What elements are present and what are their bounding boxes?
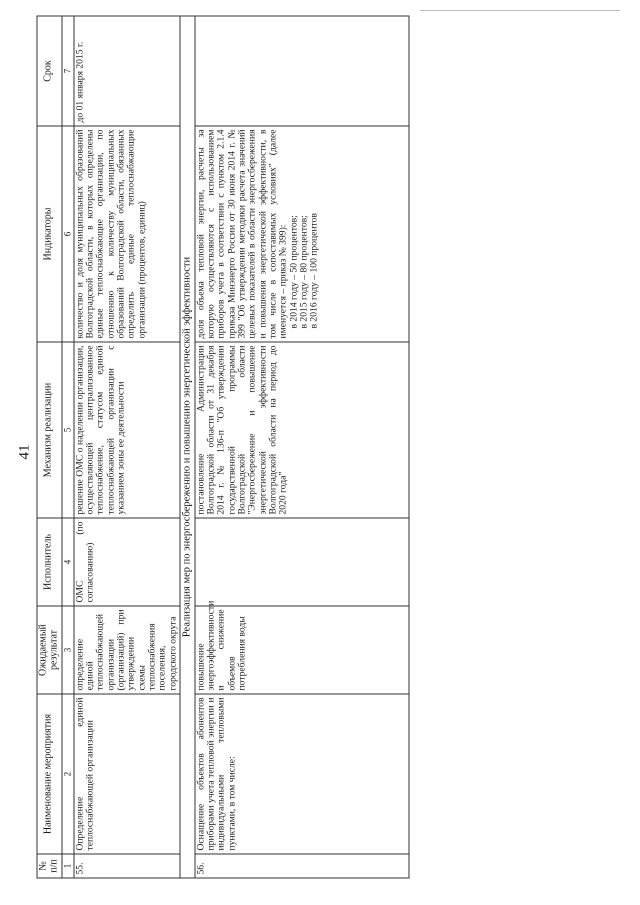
header-num: № п/п xyxy=(37,854,62,878)
column-number: 5 xyxy=(62,342,74,518)
column-number: 7 xyxy=(62,16,74,126)
row-number: 55. xyxy=(74,854,181,878)
expected-result: определение единой теплоснабжающей организации (организаций) при утверждении схемы теплоснабжения поселения, городского округа xyxy=(74,606,181,694)
deadline xyxy=(195,16,409,126)
rotated-page xyxy=(1,0,640,905)
row-number: 56. xyxy=(195,854,409,878)
indicator-year: в 2014 году – 50 процентов; xyxy=(288,215,300,329)
header-row xyxy=(37,16,62,878)
executor xyxy=(195,518,409,606)
header-deadline: Срок xyxy=(37,16,62,126)
table-row xyxy=(195,16,409,878)
section-row xyxy=(180,16,194,878)
indicators: количество и доля муниципальных образований Волгоградской области, в которых определены единые теплоснабжающие организации, по отношению к количеству муниципальных образований Волгоградской области, обязанных определить единые теплоснабжающие организации (процентов, единиц) xyxy=(74,126,181,342)
header-indicators: Индикаторы xyxy=(37,126,62,342)
header-mechanism: Механизм реализации xyxy=(37,342,62,518)
measure-name: Оснащение объектов абонентов приборами учета тепловой энергии и индивидуальными тепловыми пунктами, в том числе: xyxy=(195,694,409,854)
deadline: до 01 января 2015 г. xyxy=(74,16,181,126)
mechanism: постановление Администрации Волгоградской области от 31 декабря 2014 г. № 136-п "Об утверждении государственной программы Волгоградской области "Энергосбережение и повышение энергетической эффективности Волгоградской области на период до 2020 года" xyxy=(195,342,409,518)
indicators xyxy=(195,126,409,342)
section-title: Реализация мер по энергосбережению и повышению энергетической эффективности xyxy=(180,16,194,878)
table-row xyxy=(74,16,181,878)
indicator-year: в 2016 году – 100 процентов xyxy=(308,213,320,329)
header-result: Ожидаемый результат xyxy=(37,606,62,694)
executor: ОМС (по согласованию) xyxy=(74,518,181,606)
page-number: 41 xyxy=(16,444,33,460)
column-number: 4 xyxy=(62,518,74,606)
header-executor: Исполнитель xyxy=(37,518,62,606)
header-name: Наименование мероприятия xyxy=(37,694,62,854)
indicators-text: доля объема тепловой энергии, расчеты за которую осуществляются с использованием приборов учета в соответствии с пунктом 2.1.4 приказа Минэнерго России от 30 июня 2014 г. № 399 "Об утверждении методики расчета значений целевых показателей в области энергосбережения и повышения энергетической эффективности, в том числе в сопоставимых условиях" (далее именуется – приказ № 399): xyxy=(195,129,289,339)
measure-name: Определение единой теплоснабжающей организации xyxy=(74,694,181,854)
mechanism: решение ОМС о наделении организации, осуществляющей централизованное теплоснабжение, статусом единой теплоснабжающей организации с указанием зоны ее деятельности xyxy=(74,342,181,518)
expected-result: повышение энергоэффективности и снижение объемов потребления воды xyxy=(195,606,409,694)
measures-table xyxy=(37,16,410,879)
column-number: 3 xyxy=(62,606,74,694)
column-number: 6 xyxy=(62,126,74,342)
indicator-year: в 2015 году – 80 процентов; xyxy=(298,215,310,329)
column-number: 2 xyxy=(62,694,74,854)
column-number: 1 xyxy=(62,854,74,878)
column-number-row xyxy=(62,16,74,878)
